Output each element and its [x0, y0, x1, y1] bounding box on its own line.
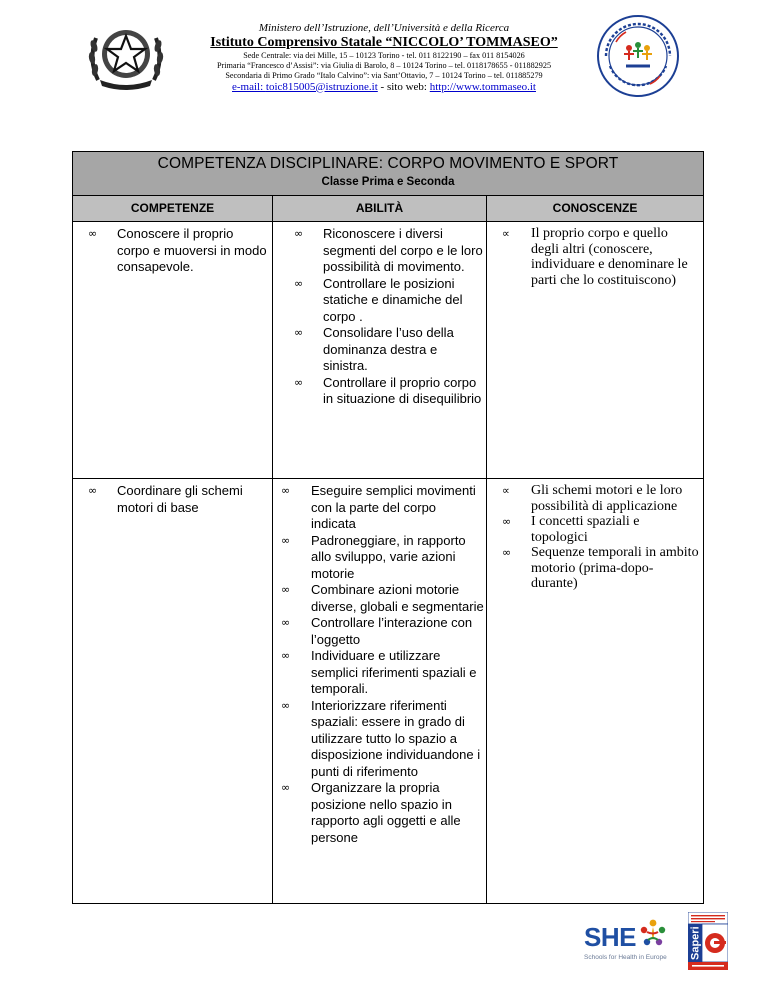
list-item-text: Interiorizzare riferimenti spaziali: essere in grado di utilizzare tutto lo spazio a disposizione individuandone i punti di riferimento [311, 697, 481, 779]
email-label: e-mail: [232, 80, 266, 93]
bullet-infinity-icon: ∞ [281, 533, 291, 547]
list-item [294, 275, 484, 326]
bullet-infinity-icon: ∞ [294, 276, 304, 290]
sede-centrale-line: Sede Centrale: via dei Mille, 15 – 10123 Torino - tel. 011 8122190 – fax 011 8154026 [243, 51, 525, 61]
competenze-cell [73, 479, 273, 903]
list-item [281, 780, 484, 846]
competenze-cell [73, 222, 273, 478]
website-link[interactable]: http://www.tommaseo.it [429, 80, 536, 93]
column-header-competenze: COMPETENZE [73, 196, 273, 221]
column-headers [73, 196, 703, 222]
letterhead [180, 22, 588, 93]
column-header-abilita: ABILITÀ [273, 196, 487, 221]
bullet-proportional-icon: ∝ [502, 484, 510, 497]
saperi-logo-icon [688, 912, 728, 970]
bullet-infinity-icon: ∞ [281, 649, 291, 662]
bullet-infinity-icon: ∞ [281, 616, 291, 629]
list-item-text: Controllare l’interazione con l’oggetto [311, 615, 473, 647]
table-title: COMPETENZA DISCIPLINARE: CORPO MOVIMENTO E SPORT [157, 155, 619, 172]
list-item [88, 226, 268, 276]
list-item-text: Combinare azioni motorie diverse, globali e segmentarie [311, 582, 484, 614]
list-item-text: Gli schemi motori e le loro possibilità di applicazione [531, 483, 683, 514]
list-item [294, 325, 484, 375]
list-item [294, 226, 484, 276]
bullet-infinity-icon: ∞ [294, 326, 304, 339]
list-item [281, 483, 484, 533]
she-logo [584, 918, 674, 966]
list-item-text: Eseguire semplici movimenti con la parte del corpo indicata [311, 483, 476, 531]
list-item-text: Controllare le posizioni statiche e dinamiche del corpo . [323, 275, 463, 324]
abilita-cell [273, 479, 487, 903]
list-item-text: Controllare il proprio corpo in situazione di disequilibrio [323, 374, 482, 406]
email-link[interactable]: toic815005@istruzione.it [265, 80, 378, 93]
saperi-logo-word: Saperi [689, 926, 702, 960]
secondaria-line: Secondaria di Primo Grado “Italo Calvino”: via Sant’Ottavio, 7 – 10124 Torino – tel. 011885279 [225, 70, 543, 80]
list-item-text: Coordinare gli schemi motori di base [117, 483, 243, 515]
bullet-infinity-icon: ∞ [502, 515, 512, 528]
bullet-infinity-icon: ∞ [502, 546, 512, 559]
list-item-text: Conoscere il proprio corpo e muoversi in modo consapevole. [117, 226, 267, 274]
column-header-conoscenze: CONOSCENZE [552, 201, 638, 215]
she-figures-icon [638, 918, 668, 950]
list-item [281, 648, 484, 698]
list-item [502, 226, 699, 288]
school-name: Istituto Comprensivo Statale “NICCOLO’ TOMMASEO” [210, 34, 558, 50]
list-item [502, 483, 699, 514]
list-item [502, 545, 699, 592]
list-item-text: Sequenze temporali in ambito motorio (prima-dopo-durante) [531, 545, 699, 591]
list-item-text: I concetti spaziali e topologici [531, 514, 640, 545]
table-subtitle: Classe Prima e Seconda [321, 176, 455, 188]
bullet-infinity-icon: ∞ [294, 375, 304, 389]
school-round-logo-icon [596, 14, 680, 98]
primaria-line: Primaria “Francesco d’Assisi”: via Giulia di Barolo, 8 – 10124 Torino – tel. 0118178655 - 011882925 [216, 61, 552, 71]
curriculum-table [72, 151, 704, 904]
conoscenze-cell [487, 222, 703, 478]
bullet-infinity-icon: ∞ [88, 227, 98, 240]
bullet-infinity-icon: ∞ [294, 227, 304, 240]
abilita-cell [273, 222, 487, 478]
list-item [281, 615, 484, 648]
table-row [73, 479, 703, 903]
list-item [281, 582, 484, 615]
list-item-text: Riconoscere i diversi segmenti del corpo e le loro possibilità di movimento. [323, 226, 483, 274]
contact-line [180, 81, 588, 94]
list-item-text: Padroneggiare, in rapporto allo sviluppo, varie azioni motorie [311, 532, 466, 581]
italian-republic-emblem-icon [84, 20, 168, 90]
she-logo-word: SHE [584, 922, 636, 952]
bullet-infinity-icon: ∞ [281, 484, 291, 497]
list-item [281, 697, 484, 781]
list-item-text: Il proprio corpo e quello degli altri (conoscere, individuare e denominare le parti che lo costituiscono) [531, 226, 688, 288]
list-item [502, 514, 699, 545]
she-logo-subtitle: Schools for Health in Europe [584, 954, 667, 961]
list-item-text: Organizzare la propria posizione nello spazio in rapporto agli oggetti e alle persone [311, 780, 461, 845]
list-item [88, 483, 268, 516]
conoscenze-cell [487, 479, 703, 903]
bullet-infinity-icon: ∞ [281, 698, 291, 712]
bullet-infinity-icon: ∞ [281, 583, 291, 596]
list-item-text: Consolidare l’uso della dominanza destra e sinistra. [323, 325, 454, 373]
list-item-text: Individuare e utilizzare semplici riferimenti spaziali e temporali. [311, 648, 477, 696]
ministry-line: Ministero dell’Istruzione, dell’Università e della Ricerca [258, 22, 510, 34]
table-row [73, 222, 703, 479]
web-label: - sito web: [377, 80, 430, 93]
list-item [294, 374, 484, 408]
table-title-band [73, 152, 703, 196]
bullet-infinity-icon: ∞ [88, 484, 98, 497]
bullet-infinity-icon: ∞ [281, 781, 291, 794]
list-item [281, 532, 484, 583]
bullet-proportional-icon: ∝ [502, 227, 510, 240]
